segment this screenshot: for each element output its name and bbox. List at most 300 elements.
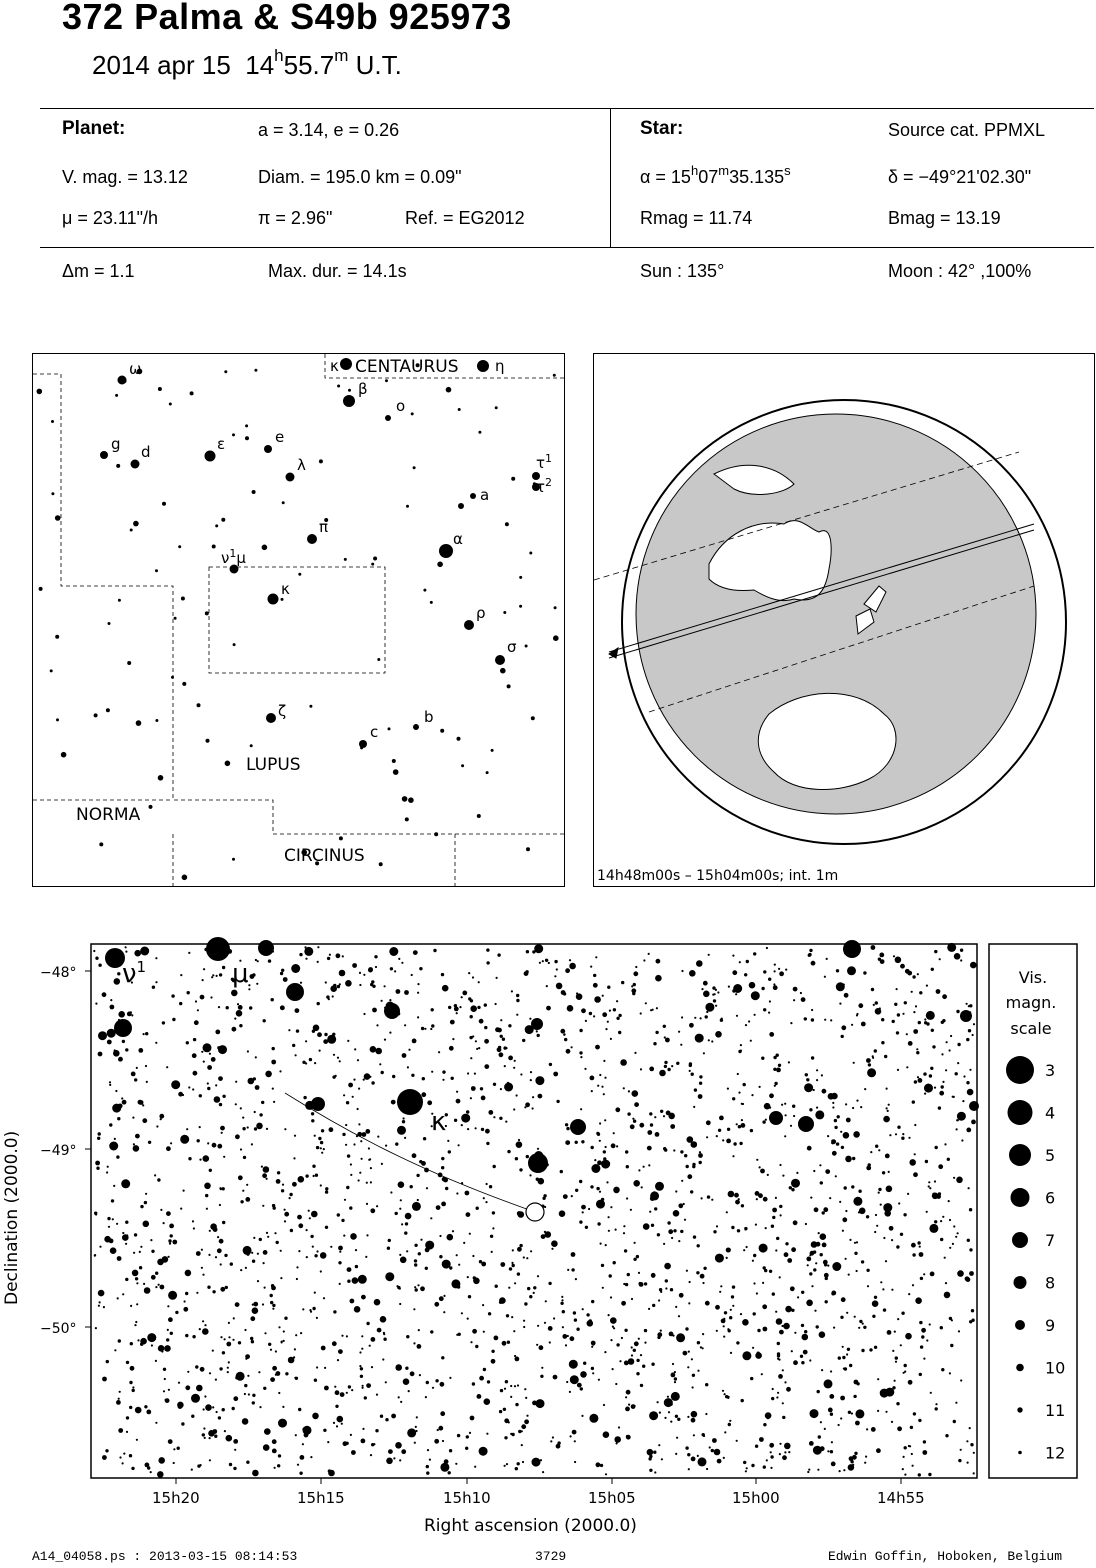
detail-star xyxy=(542,960,544,962)
detail-star xyxy=(323,1297,325,1299)
detail-star xyxy=(856,1270,858,1272)
detail-star xyxy=(619,1360,621,1362)
detail-star xyxy=(419,967,422,970)
detail-star xyxy=(930,1272,935,1277)
detail-star xyxy=(678,1203,683,1208)
detail-star xyxy=(967,1089,974,1096)
detail-star xyxy=(451,1279,460,1288)
detail-star xyxy=(204,948,207,951)
label-d: d xyxy=(141,443,151,461)
detail-star xyxy=(728,1423,731,1426)
detail-star xyxy=(467,1072,469,1074)
detail-star xyxy=(751,1464,754,1467)
detail-star xyxy=(493,1116,495,1118)
detail-star xyxy=(655,1182,664,1191)
detail-star xyxy=(717,991,719,993)
detail-star xyxy=(846,1118,851,1123)
detail-star xyxy=(791,1247,796,1252)
detail-star xyxy=(370,1046,377,1053)
detail-star xyxy=(207,1087,210,1090)
detail-star xyxy=(320,1141,323,1144)
detail-star xyxy=(361,1348,363,1350)
detail-star xyxy=(470,1416,475,1421)
detail-star xyxy=(757,1352,760,1355)
detail-star xyxy=(891,1421,893,1423)
detail-star xyxy=(185,1270,192,1277)
detail-star xyxy=(530,1071,532,1073)
detail-star xyxy=(474,1466,476,1468)
detail-star xyxy=(186,1128,188,1130)
detail-star xyxy=(537,1275,539,1277)
detail-star xyxy=(618,1031,621,1034)
detail-star xyxy=(426,1465,429,1468)
detail-star xyxy=(849,946,851,948)
detail-star xyxy=(664,1065,667,1068)
detail-star xyxy=(253,1237,255,1239)
detail-star xyxy=(199,1159,201,1161)
detail-star xyxy=(928,1473,931,1476)
detail-star xyxy=(502,1038,505,1041)
detail-star xyxy=(709,1446,711,1448)
detail-star xyxy=(627,1112,630,1115)
detail-star xyxy=(430,1028,432,1030)
detail-star xyxy=(829,1394,834,1399)
detail-star xyxy=(361,1439,366,1444)
detail-star xyxy=(719,1291,721,1293)
detail-star xyxy=(945,1434,948,1437)
event-utc: U.T. xyxy=(355,50,402,80)
detail-star xyxy=(188,1086,190,1088)
detail-star xyxy=(625,1396,627,1398)
detail-star xyxy=(255,959,257,961)
detail-star xyxy=(767,1174,769,1176)
detail-star xyxy=(970,962,977,969)
detail-star xyxy=(484,1039,489,1044)
detail-star xyxy=(233,1396,238,1401)
finder-star xyxy=(337,385,340,388)
detail-star xyxy=(261,1166,263,1168)
detail-star xyxy=(339,1283,341,1285)
detail-star xyxy=(928,1185,930,1187)
detail-star xyxy=(118,1428,123,1433)
detail-star xyxy=(864,1462,866,1464)
detail-star xyxy=(677,1418,680,1421)
detail-star xyxy=(648,1308,650,1310)
detail-star xyxy=(469,1233,471,1235)
detail-star xyxy=(154,1174,156,1176)
detail-star xyxy=(350,1163,352,1165)
detail-star xyxy=(202,1320,204,1322)
detail-star xyxy=(537,1034,540,1037)
detail-star xyxy=(159,1114,164,1119)
detail-star xyxy=(887,1188,889,1190)
detail-star xyxy=(302,1061,305,1064)
detail-star xyxy=(686,1165,689,1168)
finder-star xyxy=(392,759,396,763)
detail-star xyxy=(748,1020,750,1022)
detail-star xyxy=(199,1328,201,1330)
detail-star xyxy=(885,1411,887,1413)
detail-star xyxy=(121,1097,123,1099)
detail-star xyxy=(638,1272,640,1274)
detail-star xyxy=(209,1169,212,1172)
detail-star xyxy=(197,1139,200,1142)
detail-star xyxy=(310,1311,312,1313)
detail-star xyxy=(875,1214,877,1216)
detail-star xyxy=(697,1341,700,1344)
detail-star xyxy=(768,978,771,981)
detail-star xyxy=(511,1316,513,1318)
detail-star xyxy=(737,1073,739,1075)
finder-star xyxy=(55,635,59,639)
detail-star xyxy=(633,1120,636,1123)
detail-star xyxy=(298,1223,303,1228)
detail-star xyxy=(418,1252,421,1255)
detail-star xyxy=(478,981,480,983)
scale-mag-label: 9 xyxy=(1045,1316,1056,1335)
detail-star xyxy=(510,1396,512,1398)
detail-star xyxy=(168,1439,173,1444)
detail-star xyxy=(461,1124,463,1126)
detail-star xyxy=(474,1008,476,1010)
detail-star xyxy=(858,1211,860,1213)
detail-star xyxy=(684,1219,686,1221)
detail-star xyxy=(405,1213,412,1220)
detail-star xyxy=(173,1462,175,1464)
label-kappa-cen: κ xyxy=(330,357,339,375)
detail-star xyxy=(532,1096,534,1098)
detail-star xyxy=(689,970,696,977)
detail-star xyxy=(585,1226,588,1229)
detail-star xyxy=(851,1185,854,1188)
detail-star xyxy=(728,986,730,988)
detail-star xyxy=(133,1143,135,1145)
detail-star xyxy=(736,1341,739,1344)
detail-star xyxy=(114,1349,116,1351)
detail-star xyxy=(210,1223,217,1230)
detail-star xyxy=(167,1305,169,1307)
detail-star xyxy=(385,1145,387,1147)
detail-star xyxy=(845,1156,852,1163)
detail-star xyxy=(759,1244,768,1253)
detail-star xyxy=(272,1304,275,1307)
detail-star xyxy=(904,1001,907,1004)
detail-star xyxy=(252,1307,259,1314)
detail-star xyxy=(406,1335,409,1338)
detail-star xyxy=(468,1295,471,1298)
detail-star xyxy=(598,1379,600,1381)
detail-star xyxy=(426,1187,428,1189)
detail-star xyxy=(901,1137,904,1140)
detail-star xyxy=(371,1366,373,1368)
finder-star xyxy=(182,682,186,686)
detail-star xyxy=(371,1443,374,1446)
detail-star xyxy=(877,1378,879,1380)
detail-star xyxy=(594,1159,596,1161)
detail-star xyxy=(759,1086,761,1088)
detail-star xyxy=(911,991,913,993)
finder-star xyxy=(458,503,464,509)
detail-star xyxy=(98,964,101,967)
detail-star xyxy=(240,1269,242,1271)
detail-star xyxy=(763,1423,766,1426)
detail-star xyxy=(755,1191,760,1196)
detail-star xyxy=(513,1067,515,1069)
detail-star xyxy=(368,1159,370,1161)
detail-star xyxy=(934,950,937,953)
detail-star xyxy=(793,1220,798,1225)
detail-star xyxy=(524,1302,527,1305)
detail-star xyxy=(956,1010,959,1013)
detail-star xyxy=(371,1081,374,1084)
detail-star xyxy=(263,1444,270,1451)
detail-star xyxy=(203,1408,205,1410)
detail-star xyxy=(577,1383,582,1388)
detail-star xyxy=(158,1345,165,1352)
detail-star xyxy=(625,1283,628,1286)
detail-star xyxy=(668,1113,675,1120)
detail-star xyxy=(905,1333,912,1340)
detail-star xyxy=(320,1147,322,1149)
detail-star xyxy=(420,1239,422,1241)
detail-star xyxy=(691,1358,693,1360)
detail-star xyxy=(397,1126,406,1135)
detail-star xyxy=(591,1300,594,1303)
detail-star xyxy=(820,1253,823,1256)
detail-star xyxy=(691,1457,696,1462)
detail-star xyxy=(582,1211,584,1213)
detail-star xyxy=(443,1295,445,1297)
detail-star xyxy=(321,1129,324,1132)
detail-star xyxy=(353,1143,355,1145)
detail-star xyxy=(667,1068,670,1071)
detail-star xyxy=(601,1264,604,1267)
detail-star xyxy=(336,1425,338,1427)
scale-title-vis: Vis. xyxy=(1018,968,1048,987)
detail-star xyxy=(874,1296,877,1299)
detail-star xyxy=(414,1102,417,1105)
detail-star xyxy=(130,1342,133,1345)
detail-star xyxy=(826,958,828,960)
detail-star xyxy=(779,1164,781,1166)
detail-star xyxy=(672,1335,674,1337)
detail-star xyxy=(742,1319,749,1326)
detail-star xyxy=(601,1198,604,1201)
detail-star xyxy=(358,1088,360,1090)
detail-star xyxy=(257,1280,259,1282)
detail-star xyxy=(914,1124,916,1126)
detail-star xyxy=(415,1096,420,1101)
detail-star xyxy=(929,1323,931,1325)
detail-star xyxy=(359,1365,361,1367)
label-nu-sup: 1 xyxy=(136,958,147,976)
detail-star xyxy=(116,1155,119,1158)
finder-star xyxy=(262,545,268,551)
detail-star xyxy=(659,1412,661,1414)
detail-star xyxy=(867,1068,876,1077)
detail-star xyxy=(172,1018,175,1021)
detail-star xyxy=(427,1449,429,1451)
finder-star xyxy=(197,703,201,707)
detail-star xyxy=(261,1101,264,1104)
detail-star xyxy=(449,1046,454,1051)
detail-star xyxy=(866,1058,871,1063)
detail-star xyxy=(504,1436,507,1439)
detail-star xyxy=(791,1309,794,1312)
detail-star xyxy=(272,1308,274,1310)
detail-star xyxy=(741,1123,746,1128)
detail-star xyxy=(931,968,934,971)
detail-star xyxy=(325,1226,328,1229)
detail-star xyxy=(762,1304,767,1309)
detail-star xyxy=(515,1357,520,1362)
detail-star xyxy=(311,1112,314,1115)
detail-star xyxy=(836,969,839,972)
detail-star xyxy=(312,1165,315,1168)
detail-star xyxy=(345,1144,347,1146)
detail-star xyxy=(442,1070,445,1073)
detail-star xyxy=(753,952,756,955)
detail-star xyxy=(337,1359,339,1361)
detail-star xyxy=(212,1290,215,1293)
detail-star xyxy=(859,1208,866,1215)
detail-star xyxy=(671,1237,673,1239)
detail-star xyxy=(708,1039,710,1041)
detail-star xyxy=(656,959,661,964)
detail-star xyxy=(504,1065,506,1067)
detail-star xyxy=(621,1337,623,1339)
detail-star xyxy=(624,1361,629,1366)
detail-star xyxy=(572,1430,577,1435)
detail-star xyxy=(762,1120,765,1123)
detail-star xyxy=(105,1449,108,1452)
detail-star xyxy=(327,1441,329,1443)
detail-star xyxy=(272,1366,277,1371)
detail-star xyxy=(610,1317,617,1324)
detail-star xyxy=(703,1267,706,1270)
detail-star xyxy=(843,1469,845,1471)
finder-star xyxy=(268,594,279,605)
detail-star xyxy=(324,1367,326,1369)
detail-star xyxy=(739,961,741,963)
detail-star xyxy=(314,1135,316,1137)
detail-star xyxy=(924,1018,926,1020)
detail-star xyxy=(920,1345,923,1348)
detail-star xyxy=(201,1267,203,1269)
detail-star xyxy=(317,1032,322,1037)
finder-star xyxy=(232,858,235,861)
detail-star xyxy=(697,1370,699,1372)
detail-star xyxy=(238,1005,243,1010)
detail-star xyxy=(643,959,645,961)
finder-star xyxy=(212,545,216,549)
detail-star xyxy=(891,1239,893,1241)
detail-star xyxy=(804,1330,807,1333)
antarctica xyxy=(758,693,896,789)
detail-star xyxy=(941,1368,944,1371)
star-ra-m-unit: m xyxy=(718,163,730,178)
detail-star xyxy=(830,1370,832,1372)
detail-star xyxy=(442,1440,444,1442)
detail-star xyxy=(779,1205,782,1208)
detail-star xyxy=(365,1256,367,1258)
ra-axis xyxy=(152,1478,925,1507)
detail-star xyxy=(563,992,566,995)
detail-star xyxy=(440,1463,449,1472)
detail-star xyxy=(882,1288,884,1290)
event-maxdur: Max. dur. = 14.1s xyxy=(268,261,407,281)
detail-star xyxy=(644,1329,647,1332)
detail-star xyxy=(889,1134,891,1136)
detail-star xyxy=(500,1389,503,1392)
finder-star xyxy=(411,412,414,415)
detail-star xyxy=(664,1417,666,1419)
detail-star xyxy=(445,1187,448,1190)
detail-star xyxy=(133,1252,135,1254)
detail-star xyxy=(434,1439,439,1444)
detail-star xyxy=(448,1006,451,1009)
detail-star xyxy=(553,1375,558,1380)
detail-star xyxy=(759,1437,764,1442)
detail-star xyxy=(779,1276,781,1278)
detail-star xyxy=(130,1305,132,1307)
detail-star xyxy=(699,1151,701,1153)
detail-star xyxy=(341,1219,344,1222)
detail-star xyxy=(684,1154,687,1157)
detail-star xyxy=(888,1104,890,1106)
detail-star xyxy=(895,1356,898,1359)
detail-star xyxy=(691,1418,696,1423)
detail-star xyxy=(608,1216,610,1218)
detail-star xyxy=(266,1429,271,1434)
detail-star xyxy=(705,1413,707,1415)
detail-star xyxy=(957,1232,959,1234)
detail-star xyxy=(926,985,928,987)
detail-star xyxy=(119,1391,121,1393)
detail-star xyxy=(215,1256,217,1258)
detail-star xyxy=(408,1049,410,1051)
detail-star xyxy=(333,1310,336,1313)
detail-star xyxy=(284,1220,286,1222)
detail-star xyxy=(654,1471,656,1473)
detail-star xyxy=(316,1250,318,1252)
detail-star xyxy=(712,1438,717,1443)
detail-star xyxy=(760,1169,765,1174)
detail-star xyxy=(314,1254,317,1257)
detail-star xyxy=(376,1394,378,1396)
footer-number: 3729 xyxy=(535,1549,567,1564)
detail-star xyxy=(116,1223,118,1225)
label-nu-letter: ν xyxy=(122,959,137,989)
detail-star xyxy=(272,1439,277,1444)
detail-star xyxy=(724,1393,726,1395)
finder-star xyxy=(252,490,256,494)
detail-star xyxy=(166,1066,168,1068)
detail-star xyxy=(903,1456,905,1458)
detail-star xyxy=(203,968,205,970)
detail-star xyxy=(259,1406,261,1408)
detail-star xyxy=(552,1436,554,1438)
detail-star xyxy=(785,1242,788,1245)
detail-star xyxy=(114,978,121,985)
detail-star xyxy=(561,1299,563,1301)
detail-star xyxy=(121,1020,124,1023)
detail-star xyxy=(545,1300,547,1302)
detail-star xyxy=(472,1255,474,1257)
detail-star xyxy=(335,1390,340,1395)
detail-star xyxy=(554,975,556,977)
detail-star xyxy=(106,1360,109,1363)
